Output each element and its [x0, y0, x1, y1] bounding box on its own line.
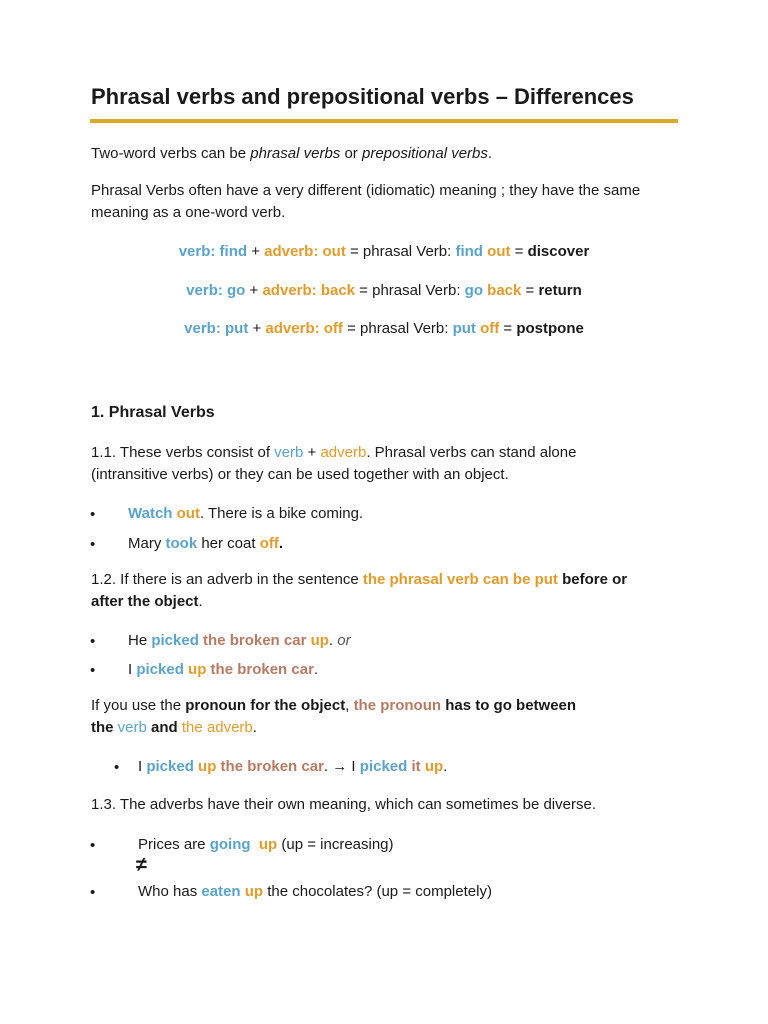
text-bold: pronoun for the object — [185, 697, 346, 714]
text: Who has — [138, 883, 202, 900]
example-line-put-off — [90, 319, 678, 339]
example-picked-up-car — [128, 660, 318, 680]
pv-verb: put — [452, 320, 476, 337]
example-line-go-back — [90, 281, 678, 301]
plus: + — [303, 444, 321, 461]
section-1-2-line-1 — [91, 570, 627, 590]
adverb-label: adverb: back — [262, 282, 356, 299]
plus: + — [247, 243, 265, 260]
text: Two-word verbs can be — [91, 145, 251, 162]
example-line-find-out — [90, 242, 678, 262]
text: . — [252, 719, 257, 736]
adverb: up — [306, 632, 329, 649]
page-title: Phrasal verbs and prepositional verbs – Differences — [91, 84, 634, 109]
text-bold: and — [146, 719, 182, 736]
example-pronoun — [138, 757, 447, 777]
text: He — [128, 632, 152, 649]
verb-label: verb: find — [178, 243, 248, 260]
text: . — [328, 632, 338, 649]
not-equal-icon: ≠ — [136, 854, 147, 876]
bullet-icon: • — [90, 662, 96, 679]
example-took-off — [128, 534, 283, 554]
verb: picked — [151, 632, 199, 649]
pv-verb: find — [455, 243, 483, 260]
text-italic: or — [337, 632, 351, 649]
arrow-right-icon: → — [332, 758, 348, 775]
bullet-icon: • — [90, 506, 96, 523]
intro-paragraph-2-line-2: meaning as a one-word verb. — [91, 204, 286, 221]
title-underline-divider — [90, 119, 678, 123]
section-1-1-line-2: (intransitive verbs) or they can be used together with an object. — [91, 466, 509, 483]
verb-term: verb — [274, 444, 304, 461]
text: I — [138, 758, 147, 775]
plus: + — [248, 320, 266, 337]
text-bold: after the object — [91, 593, 199, 610]
equals-text: = phrasal Verb: — [355, 282, 465, 299]
adverb: off — [259, 535, 279, 552]
plus: + — [245, 282, 263, 299]
adverb-term: adverb — [320, 444, 367, 461]
text: . — [323, 758, 333, 775]
intro-paragraph-2-line-1: Phrasal Verbs often have a very different (idiomatic) meaning ; they have the same — [91, 182, 641, 199]
text: . — [278, 535, 284, 552]
text: her coat — [197, 535, 260, 552]
meaning: discover — [527, 243, 590, 260]
highlight: the pronoun — [353, 697, 442, 714]
text: . — [313, 661, 319, 678]
object: the broken car — [216, 758, 324, 775]
verb: picked — [359, 758, 408, 775]
pv-verb: go — [464, 282, 483, 299]
verb: Watch — [128, 505, 173, 522]
text: or — [340, 145, 362, 162]
text: If you use the — [91, 697, 186, 714]
text-italic: phrasal verbs — [250, 145, 341, 162]
adverb: up — [240, 883, 264, 900]
equals: = — [499, 320, 517, 337]
bullet-icon: • — [90, 884, 96, 901]
text: , — [345, 697, 354, 714]
text-bold: the — [91, 719, 118, 736]
text: 1.2. If there is an adverb in the sentence — [91, 571, 363, 588]
pronoun: it — [407, 758, 421, 775]
verb: eaten — [201, 883, 241, 900]
meaning: return — [538, 282, 582, 299]
section-1-1-line-1 — [91, 443, 576, 463]
text: . — [487, 145, 493, 162]
text: I — [128, 661, 137, 678]
example-watch-out — [128, 504, 363, 524]
section-1-2-line-2 — [91, 592, 203, 612]
pronoun-rule-line-1 — [91, 696, 576, 716]
example-going-up — [138, 835, 394, 855]
text: . — [198, 593, 203, 610]
highlight: the phrasal verb can be put — [362, 571, 558, 588]
bullet-icon: • — [114, 759, 120, 776]
text: . Phrasal verbs can stand alone — [366, 444, 577, 461]
object: the broken car — [206, 661, 314, 678]
bullet-icon: • — [90, 633, 96, 650]
adverb-term: the adverb — [181, 719, 253, 736]
text: Mary — [128, 535, 166, 552]
verb-term: verb — [117, 719, 147, 736]
text: (up = increasing) — [277, 836, 394, 853]
text-bold: has to go between — [441, 697, 577, 714]
text: . There is a bike coming. — [199, 505, 364, 522]
pv-adverb: back — [483, 282, 522, 299]
bullet-icon: • — [90, 536, 96, 553]
text: the chocolates? (up = completely) — [263, 883, 492, 900]
text: . — [443, 758, 448, 775]
equals: = — [510, 243, 528, 260]
adverb: up — [420, 758, 444, 775]
section-heading-phrasal-verbs: 1. Phrasal Verbs — [91, 404, 215, 421]
text: 1.1. These verbs consist of — [91, 444, 275, 461]
text: Prices are — [138, 836, 210, 853]
adverb: out — [172, 505, 200, 522]
section-1-3: 1.3. The adverbs have their own meaning, which can sometimes be diverse. — [91, 796, 596, 813]
text: I — [347, 758, 360, 775]
adverb: up — [183, 661, 207, 678]
pronoun-rule-line-2 — [91, 718, 257, 738]
text-bold: before or — [557, 571, 628, 588]
pv-adverb: off — [475, 320, 500, 337]
adverb-label: adverb: out — [264, 243, 346, 260]
adverb-label: adverb: off — [265, 320, 343, 337]
bullet-icon: • — [90, 837, 96, 854]
example-eaten-up — [138, 882, 492, 902]
verb: picked — [146, 758, 194, 775]
example-picked-car-up — [128, 631, 351, 651]
text-italic: prepositional verbs — [361, 145, 488, 162]
verb-label: verb: put — [184, 320, 249, 337]
adverb: up — [193, 758, 217, 775]
pv-adverb: out — [482, 243, 511, 260]
meaning: postpone — [516, 320, 584, 337]
equals-text: = phrasal Verb: — [342, 320, 453, 337]
adverb: up — [250, 836, 278, 853]
verb-label: verb: go — [186, 282, 246, 299]
intro-paragraph-1 — [91, 144, 492, 164]
verb: took — [165, 535, 198, 552]
object: the broken car — [198, 632, 307, 649]
verb: picked — [136, 661, 184, 678]
equals-text: = phrasal Verb: — [345, 243, 456, 260]
verb: going — [209, 836, 251, 853]
equals: = — [521, 282, 539, 299]
